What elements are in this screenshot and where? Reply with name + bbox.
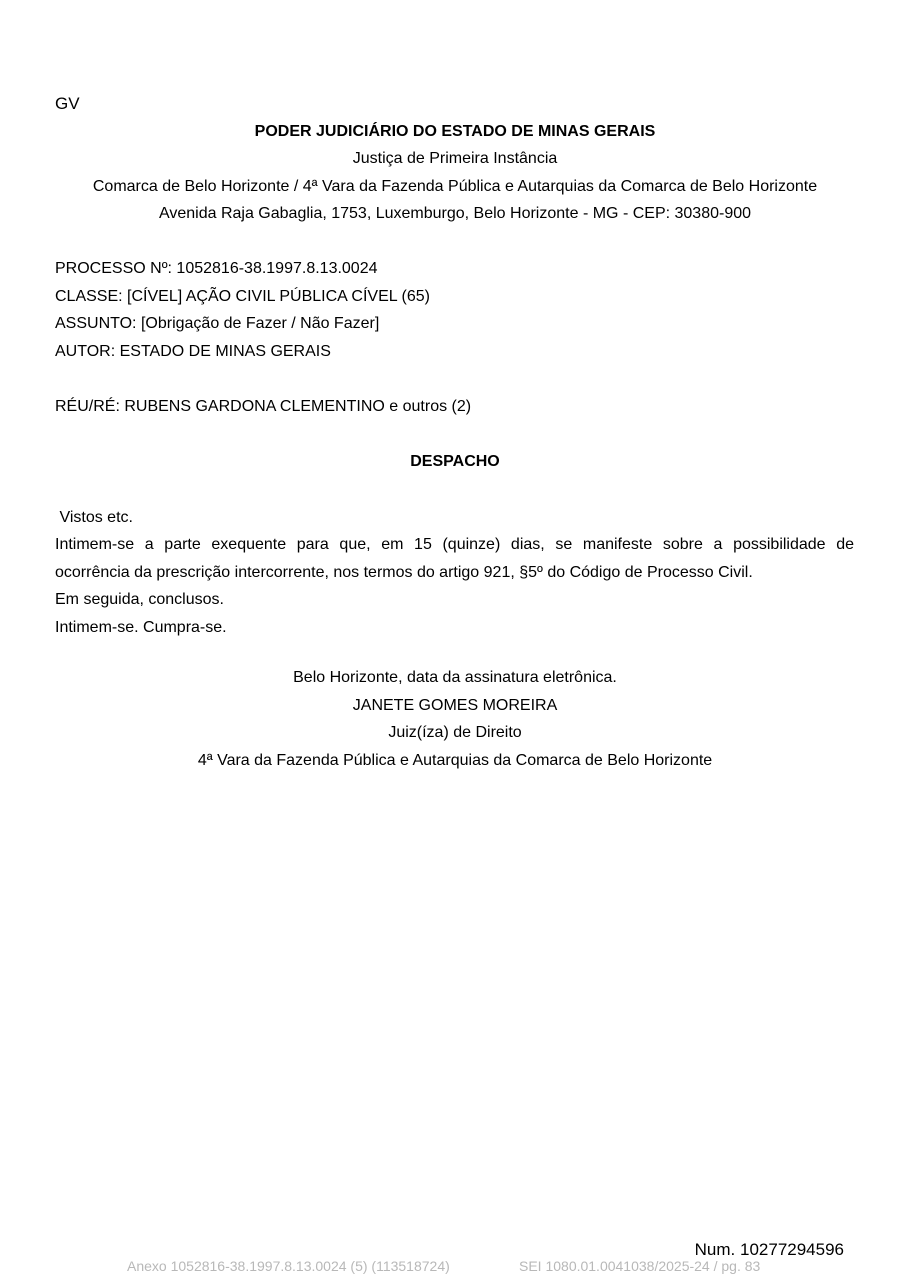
conclusos-line: Em seguida, conclusos. [55, 591, 224, 608]
judge-role: Juiz(íza) de Direito [388, 724, 522, 741]
instance-line: Justiça de Primeira Instância [352, 150, 558, 167]
autor-line: AUTOR: ESTADO DE MINAS GERAIS [55, 343, 331, 360]
comarca-line: Comarca de Belo Horizonte / 4ª Vara da Fazenda Pública e Autarquias da Comarca de Belo Horizonte [92, 178, 818, 195]
annex-footer: Anexo 1052816-38.1997.8.13.0024 (5) (113518724) [127, 1258, 450, 1274]
vistos-line: Vistos etc. [55, 509, 133, 526]
sei-footer: SEI 1080.01.0041038/2025-24 / pg. 83 [519, 1258, 761, 1274]
body-paragraph-line-2: ocorrência da prescrição intercorrente, nos termos do artigo 921, §5º do Código de Processo Civil. [55, 564, 753, 581]
judge-court: 4ª Vara da Fazenda Pública e Autarquias da Comarca de Belo Horizonte [197, 752, 713, 769]
address-line: Avenida Raja Gabaglia, 1753, Luxemburgo, Belo Horizonte - MG - CEP: 30380-900 [158, 205, 752, 222]
despacho-title: DESPACHO [410, 453, 500, 470]
place-date-line: Belo Horizonte, data da assinatura eletrônica. [293, 669, 617, 686]
reu-line: RÉU/RÉ: RUBENS GARDONA CLEMENTINO e outros (2) [55, 398, 472, 415]
assunto-line: ASSUNTO: [Obrigação de Fazer / Não Fazer] [55, 315, 380, 332]
initials: GV [55, 94, 80, 113]
body-paragraph-line-1: Intimem-se a parte exequente para que, em 15 (quinze) dias, se manifeste sobre a possibilidade de [55, 536, 854, 553]
court-title: PODER JUDICIÁRIO DO ESTADO DE MINAS GERAIS [254, 123, 656, 140]
document-number: Num. 10277294596 [694, 1240, 844, 1259]
processo-line: PROCESSO Nº: 1052816-38.1997.8.13.0024 [55, 260, 378, 277]
cumpra-line: Intimem-se. Cumpra-se. [55, 619, 227, 636]
classe-line: CLASSE: [CÍVEL] AÇÃO CIVIL PÚBLICA CÍVEL (65) [55, 288, 430, 305]
judge-name: JANETE GOMES MOREIRA [352, 697, 558, 714]
